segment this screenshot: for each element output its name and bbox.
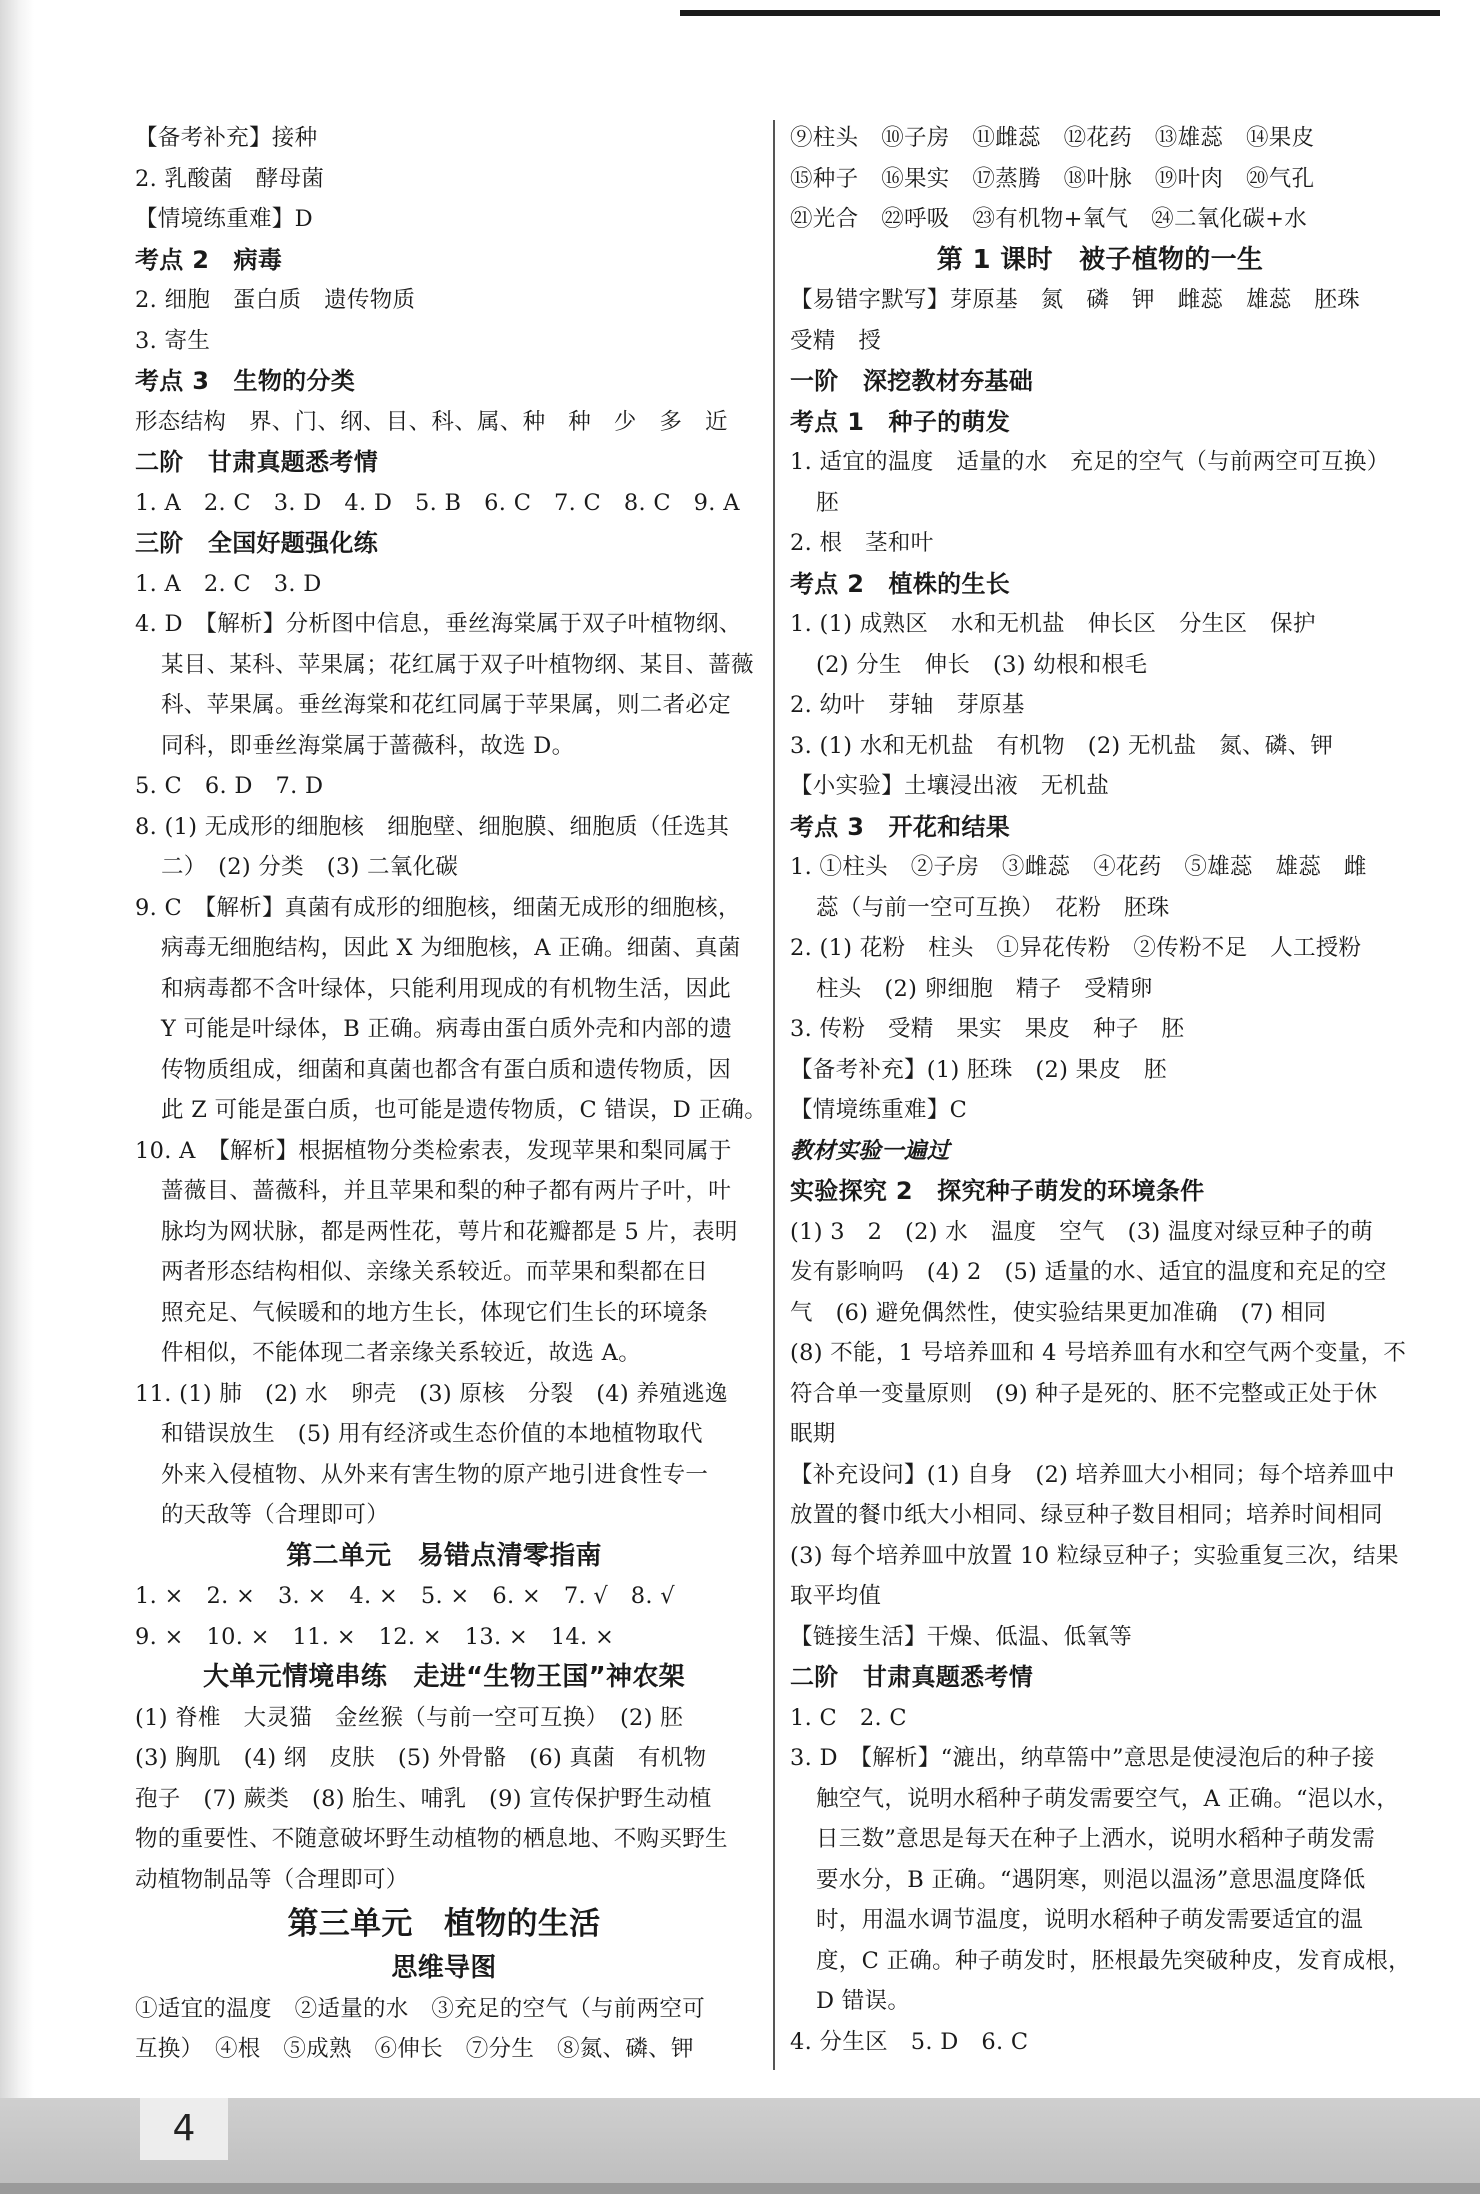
answer-line xyxy=(135,604,753,645)
line-text: 二） (2) 分类 (3) 二氧化碳 xyxy=(161,854,459,880)
answer-line xyxy=(135,1050,753,1091)
line-text: 3. (1) 水和无机盐 有机物 (2) 无机盐 氮、磷、钾 xyxy=(790,732,1334,759)
answer-line xyxy=(790,199,1410,240)
answer-line xyxy=(135,118,753,159)
answer-line xyxy=(135,523,753,564)
line-text: 4. D 【解析】分析图中信息，垂丝海棠属于双子叶植物纲、 xyxy=(135,611,742,637)
line-text: 考点 3 生物的分类 xyxy=(135,367,356,395)
line-text: 孢子 (7) 蕨类 (8) 胎生、哺乳 (9) 宣传保护野生动植 xyxy=(135,1785,712,1812)
line-text: 2. 幼叶 芽轴 芽原基 xyxy=(790,692,1025,718)
line-text: 1. 适宜的温度 适量的水 充足的空气（与前两空可互换） xyxy=(790,449,1390,475)
answer-line xyxy=(135,1948,753,1989)
answer-line xyxy=(790,1131,1410,1172)
line-text: 4. 分生区 5. D 6. C xyxy=(790,2028,1029,2055)
line-text: 和错误放生 (5) 用有经济或生态价值的本地植物取代 xyxy=(161,1421,703,1447)
answer-line xyxy=(790,442,1410,483)
answer-line xyxy=(135,1819,753,1860)
answer-line xyxy=(790,685,1410,726)
line-text: 一阶 深挖教材夯基础 xyxy=(790,367,1033,395)
answer-line xyxy=(135,969,753,1010)
answer-line xyxy=(790,888,1410,929)
line-text: 二阶 甘肃真题悉考情 xyxy=(790,1663,1033,1691)
line-text: 件相似，不能体现二者亲缘关系较近，故选 A。 xyxy=(161,1340,642,1366)
line-text: ⑮种子 ⑯果实 ⑰蒸腾 ⑱叶脉 ⑲叶肉 ⑳气孔 xyxy=(790,165,1315,192)
line-text: ⑨柱头 ⑩子房 ⑪雌蕊 ⑫花药 ⑬雄蕊 ⑭果皮 xyxy=(790,125,1315,151)
answer-line xyxy=(790,807,1410,848)
line-text: 眠期 xyxy=(790,1421,836,1447)
left-column xyxy=(135,118,767,2070)
answer-line xyxy=(135,1293,753,1334)
line-text: 教材实验一遍过 xyxy=(790,1137,950,1164)
line-text: 考点 2 植株的生长 xyxy=(790,569,1011,598)
answer-line xyxy=(790,159,1410,200)
answer-line xyxy=(135,442,753,483)
line-text: 8. (1) 无成形的细胞核 细胞壁、细胞膜、细胞质（任选其 xyxy=(135,813,730,840)
page-number: 4 xyxy=(140,2098,228,2160)
line-text: 9. C 【解析】真菌有成形的细胞核，细菌无成形的细胞核， xyxy=(135,894,741,921)
answer-line xyxy=(135,685,753,726)
line-text: (1) 脊椎 大灵猫 金丝猴（与前一空可互换） (2) 胚 xyxy=(135,1704,683,1731)
answer-line xyxy=(135,847,753,888)
line-text: 1. ①柱头 ②子房 ③雌蕊 ④花药 ⑤雄蕊 雄蕊 雌 xyxy=(790,854,1367,880)
line-text: 1. × 2. × 3. × 4. × 5. × 6. × 7. √ 8. √ xyxy=(135,1583,675,1609)
line-text: 的天敌等（合理即可） xyxy=(161,1502,390,1528)
line-text: 1. A 2. C 3. D xyxy=(135,570,322,597)
answer-line xyxy=(790,1090,1410,1131)
line-text: 9. × 10. × 11. × 12. × 13. × 14. × xyxy=(135,1623,615,1650)
line-text: (8) 不能，1 号培养皿和 4 号培养皿有水和空气两个变量，不 xyxy=(790,1340,1407,1366)
answer-line xyxy=(790,1536,1410,1577)
answer-line xyxy=(790,1374,1410,1415)
line-text: 某目、某科、苹果属；花红属于双子叶植物纲、某目、蔷薇 xyxy=(161,651,754,678)
line-text: 11. (1) 肺 (2) 水 卵壳 (3) 原核 分裂 (4) 养殖逃逸 xyxy=(135,1380,728,1407)
answer-line xyxy=(135,280,753,321)
answer-line xyxy=(135,1414,753,1455)
answer-line xyxy=(790,1414,1410,1455)
line-text: 【情境练重难】C xyxy=(790,1097,968,1123)
line-text: 放置的餐巾纸大小相同、绿豆种子数目相同；培养时间相同 xyxy=(790,1502,1383,1528)
line-text: 考点 3 开花和结果 xyxy=(790,812,1011,841)
line-text: 物的重要性、不随意破坏野生动植物的栖息地、不购买野生 xyxy=(135,1826,728,1852)
footer-rule xyxy=(0,2183,1480,2194)
answer-line xyxy=(790,1860,1410,1901)
line-text: 1. A 2. C 3. D 4. D 5. B 6. C 7. C 8. C 9. A xyxy=(135,489,740,516)
line-text: 【备考补充】接种 xyxy=(135,125,318,151)
answer-line xyxy=(790,523,1410,564)
answer-line xyxy=(135,645,753,686)
right-column xyxy=(790,118,1410,2062)
line-text: 二阶 甘肃真题悉考情 xyxy=(135,448,378,476)
line-text: 同科，即垂丝海棠属于蔷薇科，故选 D。 xyxy=(161,732,575,759)
answer-line xyxy=(135,1090,767,1131)
line-text: D 错误。 xyxy=(816,1988,911,2014)
line-text: 柱头 (2) 卵细胞 精子 受精卵 xyxy=(816,975,1153,1002)
page-edge-shadow xyxy=(0,0,34,2194)
line-text: 10. A 【解析】根据植物分类检索表，发现苹果和梨同属于 xyxy=(135,1137,732,1164)
line-text: 3. D 【解析】“漉出，纳草篅中”意思是使浸泡后的种子接 xyxy=(790,1745,1375,1771)
answer-line xyxy=(790,1738,1410,1779)
line-text: 考点 2 病毒 xyxy=(135,245,283,274)
line-text: 日三数”意思是每天在种子上洒水，说明水稻种子萌发需 xyxy=(816,1826,1376,1852)
answer-line xyxy=(135,928,753,969)
line-text: (3) 胸肌 (4) 纲 皮肤 (5) 外骨骼 (6) 真菌 有机物 xyxy=(135,1745,707,1771)
line-text: 1. C 2. C xyxy=(790,1704,907,1731)
answer-line xyxy=(790,1333,1410,1374)
answer-line xyxy=(790,604,1410,645)
answer-line xyxy=(135,2029,753,2070)
column-divider xyxy=(773,120,775,2070)
answer-line xyxy=(790,645,1410,686)
line-text: 病毒无细胞结构，因此 X 为细胞核，A 正确。细菌、真菌 xyxy=(161,935,741,961)
line-text: 【备考补充】(1) 胚珠 (2) 果皮 胚 xyxy=(790,1056,1167,1083)
answer-line xyxy=(790,118,1410,159)
answer-line xyxy=(135,1374,753,1415)
answer-line xyxy=(790,2022,1410,2063)
answer-line xyxy=(135,1333,753,1374)
answer-line xyxy=(790,1050,1410,1091)
answer-line xyxy=(135,1131,753,1172)
answer-line xyxy=(790,1779,1410,1820)
line-text: 大单元情境串练 走进“生物王国”神农架 xyxy=(203,1662,685,1692)
line-text: 5. C 6. D 7. D xyxy=(135,773,324,799)
answer-line xyxy=(790,483,1410,524)
answer-line xyxy=(790,1698,1410,1739)
answer-line xyxy=(790,847,1410,888)
line-text: 符合单一变量原则 (9) 种子是死的、胚不完整或正处于休 xyxy=(790,1380,1378,1407)
line-text: 两者形态结构相似、亲缘关系较近。而苹果和梨都在日 xyxy=(161,1259,709,1285)
answer-line xyxy=(135,1171,753,1212)
answer-line xyxy=(135,1698,753,1739)
line-text: 要水分，B 正确。“遇阴寒，则浥以温汤”意思温度降低 xyxy=(816,1866,1366,1893)
line-text: 【易错字默写】芽原基 氮 磷 钾 雌蕊 雄蕊 胚珠 xyxy=(790,287,1361,313)
line-text: 动植物制品等（合理即可） xyxy=(135,1866,409,1893)
answer-line xyxy=(790,1455,1410,1496)
line-text: 胚 xyxy=(816,489,839,516)
line-text: 此 Z 可能是蛋白质，也可能是遗传物质，C 错误，D 正确。 xyxy=(161,1097,767,1123)
line-text: 思维导图 xyxy=(391,1953,497,1983)
answer-line xyxy=(135,402,753,443)
answer-line xyxy=(135,1576,753,1617)
answer-line xyxy=(135,1738,753,1779)
answer-line xyxy=(135,1252,753,1293)
answer-line xyxy=(135,726,753,767)
answer-line xyxy=(790,361,1410,402)
answer-line xyxy=(790,321,1410,362)
answer-line xyxy=(135,1657,753,1698)
line-text: 2. 乳酸菌 酵母菌 xyxy=(135,165,325,192)
answer-line xyxy=(790,1495,1410,1536)
answer-line xyxy=(135,199,753,240)
line-text: 发有影响吗 (4) 2 (5) 适量的水、适宜的温度和充足的空 xyxy=(790,1259,1387,1285)
line-text: (3) 每个培养皿中放置 10 粒绿豆种子；实验重复三次，结果 xyxy=(790,1542,1399,1569)
line-text: 第二单元 易错点清零指南 xyxy=(286,1540,602,1571)
line-text: 3. 寄生 xyxy=(135,327,211,354)
answer-line xyxy=(135,1455,753,1496)
answer-line xyxy=(790,1617,1410,1658)
answer-line xyxy=(135,1536,753,1577)
answer-line xyxy=(790,402,1410,443)
answer-line xyxy=(135,1989,753,2030)
answer-line xyxy=(790,1819,1410,1860)
line-text: 3. 传粉 受精 果实 果皮 种子 胚 xyxy=(790,1016,1185,1042)
line-text: 形态结构 界、门、纲、目、科、属、种 种 少 多 近 xyxy=(135,408,728,435)
answer-line xyxy=(790,969,1410,1010)
answer-line xyxy=(135,564,753,605)
line-text: 照充足、气候暖和的地方生长，体现它们生长的环境条 xyxy=(161,1299,709,1326)
line-text: Y 可能是叶绿体，B 正确。病毒由蛋白质外壳和内部的遗 xyxy=(161,1016,733,1042)
line-text: 脉均为网状脉，都是两性花，萼片和花瓣都是 5 片，表明 xyxy=(161,1218,738,1245)
answer-line xyxy=(790,564,1410,605)
answer-line xyxy=(790,1293,1410,1334)
line-text: 【补充设问】(1) 自身 (2) 培养皿大小相同；每个培养皿中 xyxy=(790,1461,1395,1488)
answer-line xyxy=(790,1009,1410,1050)
answer-line xyxy=(790,1657,1410,1698)
line-text: 气 (6) 避免偶然性，使实验结果更加准确 (7) 相同 xyxy=(790,1299,1327,1326)
answer-line xyxy=(790,1212,1410,1253)
answer-line xyxy=(790,280,1410,321)
answer-line xyxy=(790,240,1410,281)
line-text: 取平均值 xyxy=(790,1583,882,1609)
answer-line xyxy=(135,483,753,524)
line-text: (2) 分生 伸长 (3) 幼根和根毛 xyxy=(816,651,1148,678)
answer-line xyxy=(135,888,753,929)
line-text: 触空气，说明水稻种子萌发需要空气，A 正确。“浥以水， xyxy=(816,1785,1400,1812)
line-text: 【情境练重难】D xyxy=(135,206,313,232)
answer-line xyxy=(135,240,753,281)
answer-line xyxy=(135,159,753,200)
answer-line xyxy=(790,1576,1410,1617)
line-text: 第 1 课时 被子植物的一生 xyxy=(936,244,1264,275)
line-text: 2. (1) 花粉 柱头 ①异花传粉 ②传粉不足 人工授粉 xyxy=(790,935,1362,961)
line-text: 【小实验】土壤浸出液 无机盐 xyxy=(790,773,1110,799)
line-text: 科、苹果属。垂丝海棠和花红同属于苹果属，则二者必定 xyxy=(161,692,732,718)
answer-line xyxy=(790,1941,1410,1982)
answer-line xyxy=(135,1212,753,1253)
answer-line xyxy=(790,928,1410,969)
line-text: 2. 细胞 蛋白质 遗传物质 xyxy=(135,287,416,313)
line-text: (1) 3 2 (2) 水 温度 空气 (3) 温度对绿豆种子的萌 xyxy=(790,1218,1374,1245)
answer-line xyxy=(790,1981,1410,2022)
line-text: 受精 授 xyxy=(790,327,882,354)
answer-line xyxy=(790,1171,1410,1212)
line-text: 考点 1 种子的萌发 xyxy=(790,407,1011,436)
answer-line xyxy=(790,1252,1410,1293)
line-text: 第三单元 植物的生活 xyxy=(287,1906,601,1942)
line-text: 实验探究 2 探究种子萌发的环境条件 xyxy=(790,1177,1205,1205)
answer-line xyxy=(790,766,1410,807)
answer-line xyxy=(790,1900,1410,1941)
line-text: 蕊（与前一空可互换） 花粉 胚珠 xyxy=(816,894,1170,921)
answer-line xyxy=(135,766,753,807)
line-text: 度，C 正确。种子萌发时，胚根最先突破种皮，发育成根， xyxy=(816,1947,1411,1974)
line-text: 和病毒都不含叶绿体，只能利用现成的有机物生活，因此 xyxy=(161,975,732,1002)
answer-line xyxy=(135,1860,753,1901)
line-text: 蔷薇目、蔷薇科，并且苹果和梨的种子都有两片子叶，叶 xyxy=(161,1178,732,1204)
answer-line xyxy=(135,1009,753,1050)
line-text: 外来入侵植物、从外来有害生物的原产地引进食性专一 xyxy=(161,1461,709,1488)
line-text: 【链接生活】干燥、低温、低氧等 xyxy=(790,1623,1133,1650)
line-text: 时，用温水调节温度，说明水稻种子萌发需要适宜的温 xyxy=(816,1907,1364,1933)
line-text: 1. (1) 成熟区 水和无机盐 伸长区 分生区 保护 xyxy=(790,611,1316,637)
answer-line xyxy=(135,1495,753,1536)
answer-line xyxy=(135,361,753,402)
answer-line xyxy=(135,1779,753,1820)
top-rule xyxy=(680,10,1440,16)
line-text: 传物质组成，细菌和真菌也都含有蛋白质和遗传物质，因 xyxy=(161,1056,732,1083)
line-text: 互换） ④根 ⑤成熟 ⑥伸长 ⑦分生 ⑧氮、磷、钾 xyxy=(135,2036,694,2062)
line-text: ㉑光合 ㉒呼吸 ㉓有机物+氧气 ㉔二氧化碳+水 xyxy=(790,206,1308,232)
answer-line xyxy=(135,1617,753,1658)
answer-line xyxy=(135,321,753,362)
line-text: 2. 根 茎和叶 xyxy=(790,530,934,556)
line-text: 三阶 全国好题强化练 xyxy=(135,529,378,557)
line-text: ①适宜的温度 ②适量的水 ③充足的空气（与前两空可 xyxy=(135,1995,706,2022)
answer-line xyxy=(135,807,753,848)
answer-line xyxy=(790,726,1410,767)
answer-line xyxy=(135,1900,753,1948)
